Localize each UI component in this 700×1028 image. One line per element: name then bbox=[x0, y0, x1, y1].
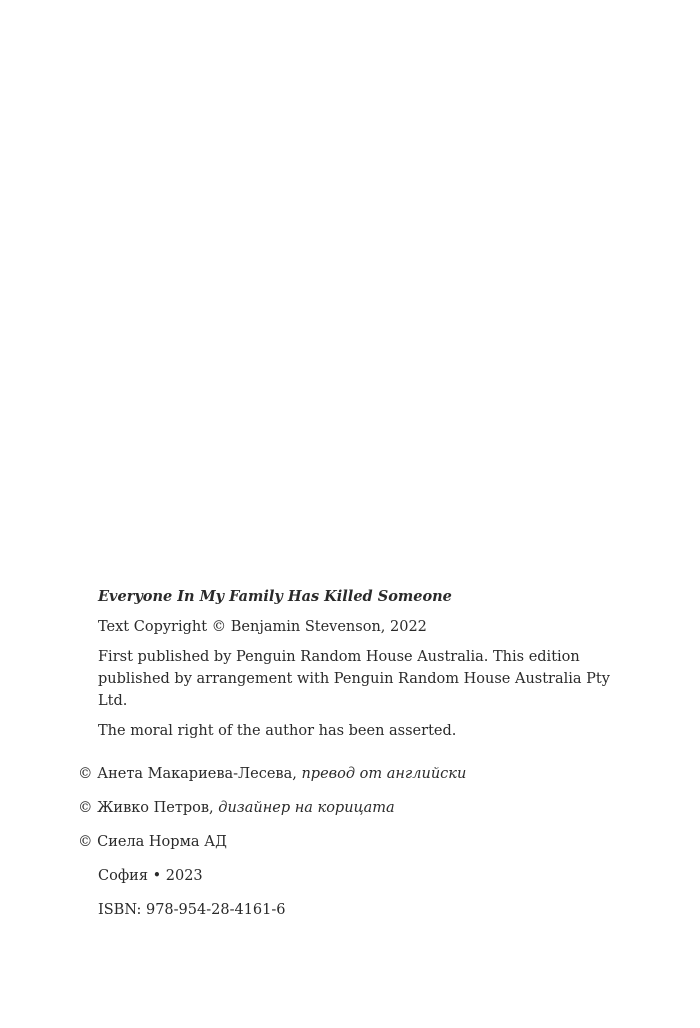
publisher-credit: © Сиела Норма АД bbox=[78, 834, 227, 850]
cover-designer-role: дизайнер на корицата bbox=[218, 800, 395, 816]
isbn: ISBN: 978-954-28-4161-6 bbox=[98, 902, 286, 918]
text-copyright: Text Copyright © Benjamin Stevenson, 2022 bbox=[98, 619, 427, 635]
cover-designer-credit bbox=[78, 797, 638, 819]
translator-name: © Анета Макариева-Лесева, bbox=[78, 766, 297, 782]
cover-designer-name: © Живко Петров, bbox=[78, 800, 214, 816]
bulgarian-edition-credits bbox=[78, 763, 638, 933]
city-year: София • 2023 bbox=[98, 868, 203, 884]
original-edition-imprint bbox=[98, 586, 618, 750]
translator-credit bbox=[78, 763, 638, 785]
publication-note: First published by Penguin Random House Australia. This edition published by arrangement with Penguin Random House Australia Pty Ltd. bbox=[98, 649, 610, 709]
translator-role: превод от английски bbox=[301, 766, 467, 782]
book-title: Everyone In My Family Has Killed Someone bbox=[98, 588, 452, 605]
moral-right-statement: The moral right of the author has been asserted. bbox=[98, 723, 457, 739]
